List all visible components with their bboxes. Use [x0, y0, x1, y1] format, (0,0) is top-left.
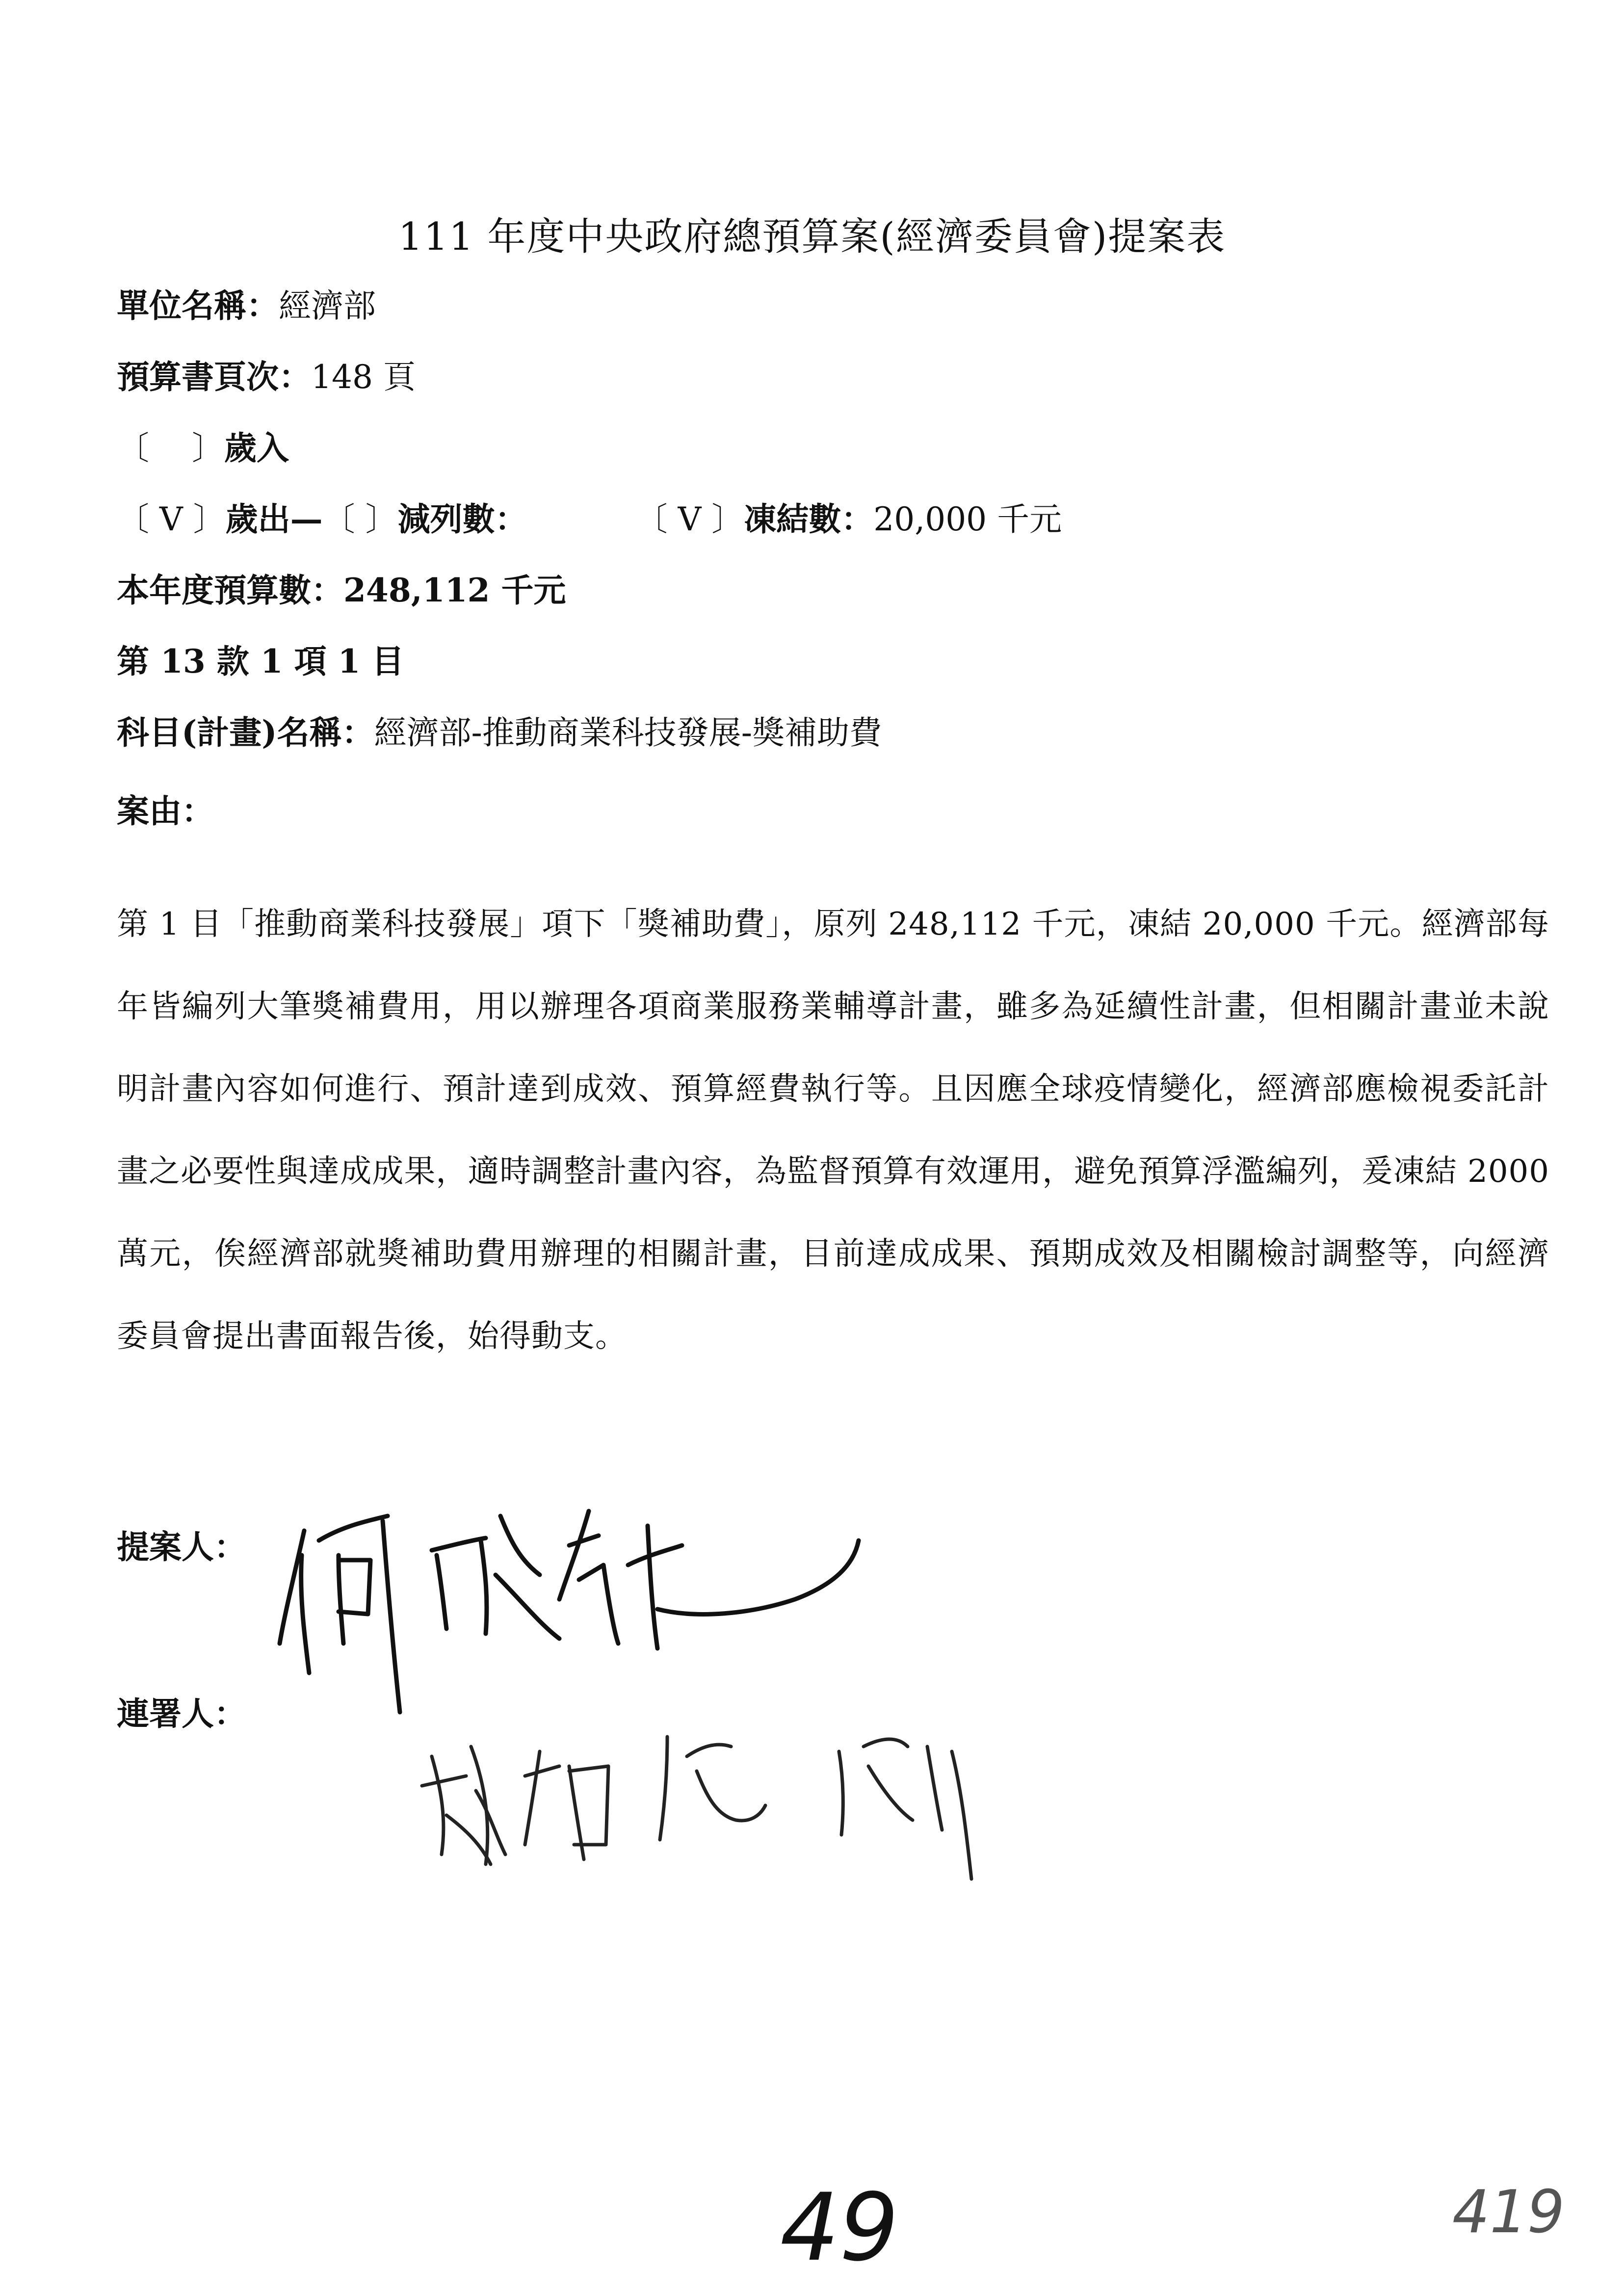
page-ref-label: 預算書頁次： [117, 358, 311, 396]
expenditure-label: 歲出— [225, 500, 323, 538]
item-code: 第 13 款 1 項 1 目 [117, 642, 404, 680]
cut-label: 減列數： [397, 500, 527, 538]
freeze-checkbox: 〔 V 〕 [635, 500, 744, 538]
unit-row [117, 280, 376, 326]
page-ref-value: 148 頁 [311, 358, 416, 396]
reason-label: 案由： [117, 792, 214, 830]
reason-text: 第 1 目「推動商業科技發展」項下「獎補助費」，原列 248,112 千元，凍結 20,000 千元。經濟部每年皆編列大筆獎補費用，用以辦理各項商業服務業輔導計畫，雖多為延續性計畫，但相關計畫並未說明計畫內容如何進行、預計達到成效、預算經費執行等。且因應全球疫情變化，經濟部應檢視委託計畫之必要性與達成成果，適時調整計畫內容，為監督預算有效運用，避免預算浮濫編列，爰凍結 2000 萬元，俟經濟部就獎補助費用辦理的相關計畫，目前達成成果、預期成效及相關檢討調整等，向經濟委員會提出書面報告後，始得動支。 [117, 906, 1549, 1355]
document-title: 111 年度中央政府總預算案(經濟委員會)提案表 [398, 215, 1226, 259]
revenue-label: 歲入 [224, 429, 289, 467]
handwritten-note: 419 [1452, 2178, 1565, 2246]
unit-value: 經濟部 [279, 287, 376, 325]
expenditure-row [117, 493, 1062, 540]
unit-label: 單位名稱： [117, 287, 279, 325]
revenue-checkbox: 〔 〕 [117, 429, 224, 467]
cosigner-label: 連署人： [117, 1695, 246, 1733]
subject-row [117, 706, 882, 753]
expenditure-checkbox: 〔 V 〕 [117, 500, 226, 538]
subject-label: 科目(計畫)名稱： [117, 713, 374, 752]
revenue-row [117, 422, 289, 469]
proposer-signature [265, 1487, 903, 1742]
budget-row [117, 564, 566, 611]
cosigner-signatures [412, 1717, 1050, 1894]
budget-label: 本年度預算數： [117, 571, 343, 609]
budget-value: 248,112 千元 [343, 571, 566, 609]
page-ref-row [117, 351, 416, 397]
cut-checkbox: 〔 〕 [322, 500, 398, 538]
proposer-label: 提案人： [117, 1528, 246, 1566]
freeze-label: 凍結數： [744, 500, 874, 538]
freeze-value: 20,000 千元 [873, 500, 1062, 538]
page-number: 49 [780, 2173, 899, 2282]
subject-value: 經濟部-推動商業科技發展-獎補助費 [374, 714, 882, 752]
